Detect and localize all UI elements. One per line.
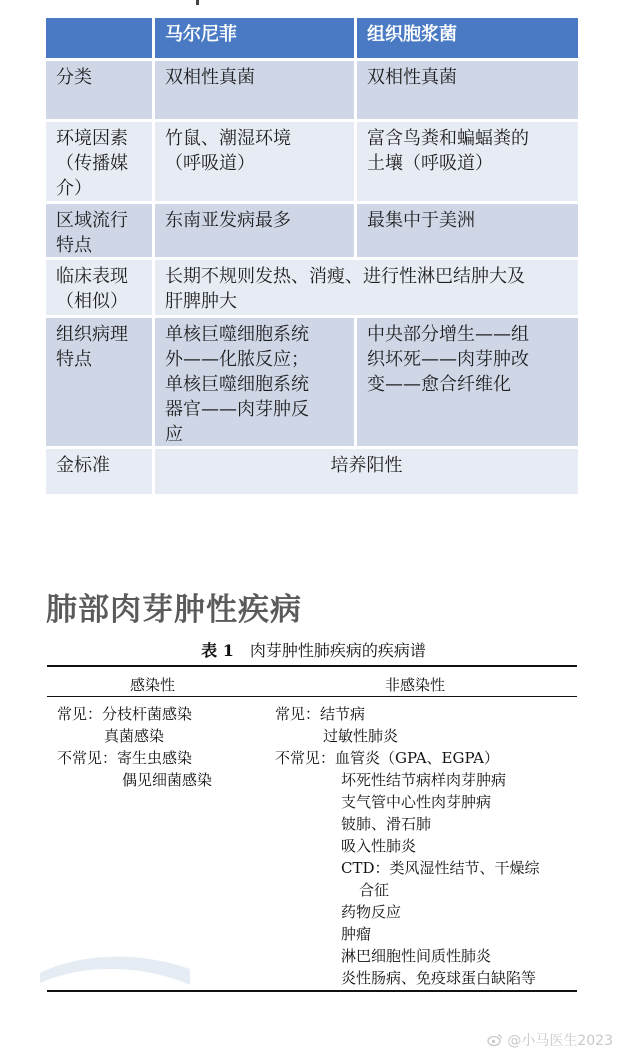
list-item: 不常见：血管炎（GPA、EGPA） [275,749,500,767]
list-item: 合征 [359,881,390,899]
list-item: 淋巴细胞性间质性肺炎 [341,947,492,965]
row-environment [46,122,578,201]
header-histoplasma: 组织胞浆菌 [357,18,578,58]
col-header-noninfectious: 非感染性 [385,676,446,694]
marneffei-value: 东南亚发病最多 [155,204,354,257]
histoplasma-value: 最集中于美洲 [357,204,578,257]
list-item: 常见：结节病 [275,705,366,723]
row-histopathology [46,318,578,446]
header-empty-cell [46,18,152,58]
col-header-infectious: 感染性 [130,676,176,694]
list-item: 坏死性结节病样肉芽肿病 [341,771,507,789]
histoplasma-value: 双相性真菌 [357,61,578,119]
row-gold-standard [46,449,578,494]
histoplasma-value: 中央部分增生——组 织坏死——肉芽肿改 变——愈合纤维化 [357,318,578,446]
list-item: 真菌感染 [104,727,165,745]
list-item: 偶见细菌感染 [122,771,213,789]
list-item: 肿瘤 [341,925,372,943]
table-top-rule [47,665,577,667]
watermark-text: @小马医生2023 [507,1033,613,1049]
table-caption-text: 肉芽肿性肺疾病的疾病谱 [249,641,426,660]
row-label: 金标准 [46,449,152,494]
row-classification [46,61,578,119]
row-clinical [46,260,578,315]
histoplasma-value: 富含鸟粪和蝙蝠粪的 土壤（呼吸道） [357,122,578,201]
header-marneffei: 马尔尼菲 [155,18,354,58]
table-number: 表 1 [201,641,234,660]
watermark [487,1030,613,1050]
list-item: 药物反应 [341,903,402,921]
list-item: 过敏性肺炎 [323,727,399,745]
marneffei-value: 竹鼠、潮湿环境 （呼吸道） [155,122,354,201]
decorative-swoosh [40,945,190,985]
comparison-header-row [46,18,578,58]
row-label: 组织病理 特点 [46,318,152,446]
list-item: CTD：类风湿性结节、干燥综 [341,859,540,877]
top-edge-fragment [196,0,199,5]
clinical-shared-value: 长期不规则发热、消瘦、进行性淋巴结肿大及 肝脾肿大 [155,260,578,315]
row-label: 分类 [46,61,152,119]
table-caption [0,638,627,661]
table-header-rule [47,696,577,697]
gold-standard-value: 培养阳性 [155,449,578,494]
comparison-table [46,18,578,494]
weibo-icon [487,1033,503,1047]
marneffei-value: 单核巨噬细胞系统 外——化脓反应； 单核巨噬细胞系统 器官——肉芽肿反 应 [155,318,354,446]
row-epidemiology [46,204,578,257]
section-title: 肺部肉芽肿性疾病 [46,592,302,628]
row-label: 环境因素 （传播媒 介） [46,122,152,201]
table-bottom-rule [47,990,577,992]
row-label: 临床表现 （相似） [46,260,152,315]
marneffei-value: 双相性真菌 [155,61,354,119]
list-item: 支气管中心性肉芽肿病 [341,793,492,811]
list-item: 炎性肠病、免疫球蛋白缺陷等 [341,969,537,987]
row-label: 区域流行 特点 [46,204,152,257]
list-item: 常见：分枝杆菌感染 [57,705,193,723]
list-item: 不常见：寄生虫感染 [57,749,193,767]
list-item: 吸入性肺炎 [341,837,417,855]
list-item: 铍肺、滑石肺 [341,815,432,833]
